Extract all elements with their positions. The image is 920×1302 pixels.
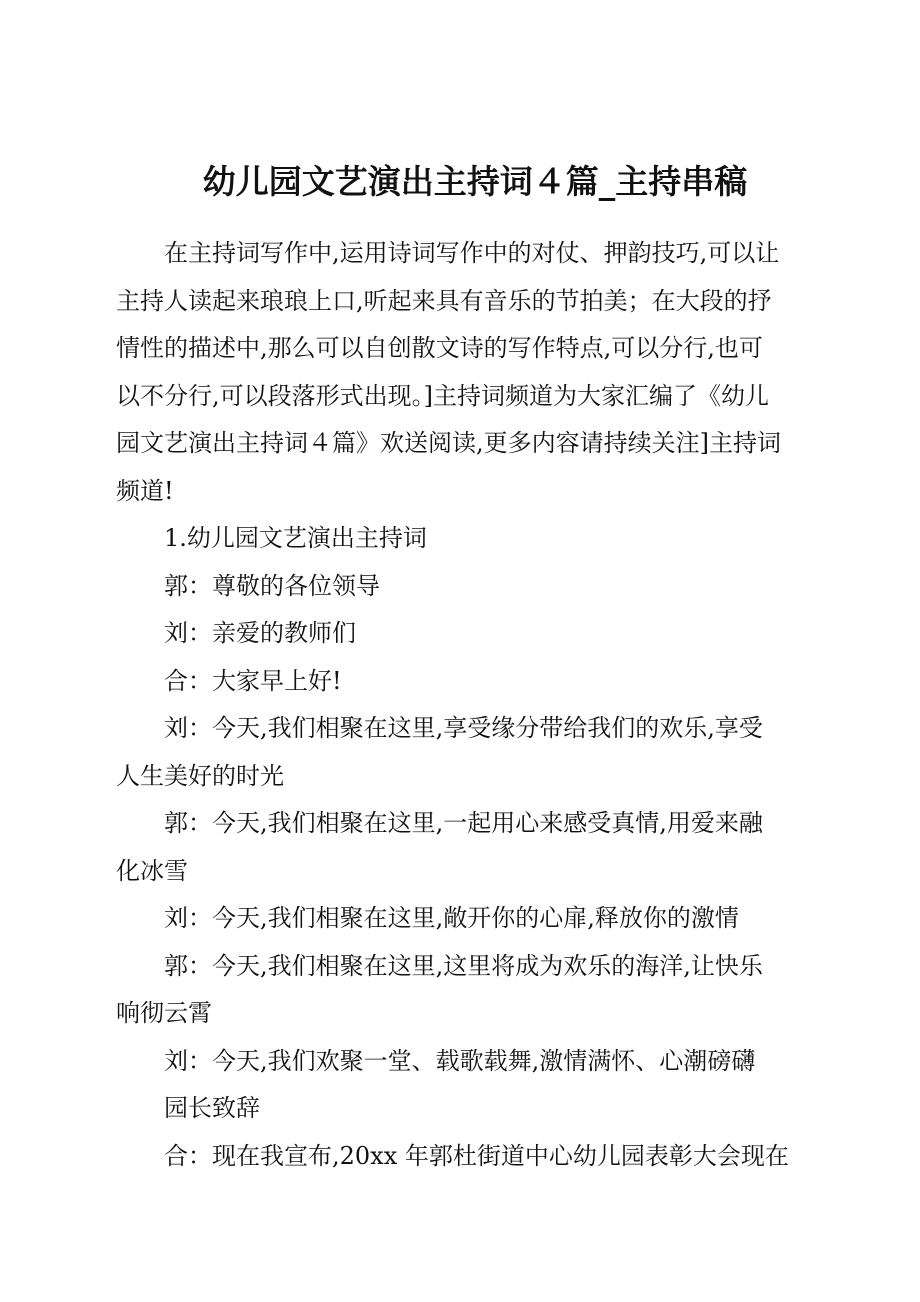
document-body (116, 230, 806, 1180)
section-heading: 1.幼儿园文艺演出主持词 (164, 524, 427, 552)
dialogue-line-continued: 人生美好的时光 (116, 761, 284, 790)
dialogue-line-continued: 化冰雪 (116, 856, 188, 885)
dialogue-line: 郭：尊敬的各位领导 (164, 571, 380, 600)
text-line: 主持人读起来琅琅上口,听起来具有音乐的节拍美；在大段的抒 (116, 286, 772, 315)
text-line: 频道! (116, 476, 174, 505)
document-title: 幼儿园文艺演出主持词４篇_主持串稿 (202, 162, 748, 201)
dialogue-line: 刘：亲爱的教师们 (164, 619, 356, 647)
dialogue-line: 刘：今天,我们相聚在这里,享受缘分带给我们的欢乐,享受 (164, 714, 763, 742)
text-line: 园文艺演出主持词４篇》欢送阅读,更多内容请持续关注]主持词 (116, 429, 781, 457)
dialogue-line-continued: 响彻云霄 (116, 999, 212, 1027)
text-line: 情性的描述中,那么可以自创散文诗的写作特点,可以分行,也可 (116, 334, 763, 362)
text-line: 在主持词写作中,运用诗词写作中的对仗、押韵技巧,可以让 (164, 239, 780, 267)
dialogue-line: 刘：今天,我们相聚在这里,敞开你的心扉,释放你的激情 (164, 904, 739, 932)
dialogue-line: 合：现在我宣布,20xx 年郭杜街道中心幼儿园表彰大会现在 (164, 1141, 789, 1170)
program-item: 园长致辞 (164, 1094, 260, 1122)
dialogue-line: 郭：今天,我们相聚在这里,这里将成为欢乐的海洋,让快乐 (164, 951, 763, 980)
dialogue-line: 合：大家早上好! (164, 666, 342, 695)
dialogue-line: 郭：今天,我们相聚在这里,一起用心来感受真情,用爱来融 (164, 809, 763, 837)
text-line: 以不分行,可以段落形式出现。]主持词频道为大家汇编了《幼儿 (116, 381, 769, 410)
dialogue-line: 刘：今天,我们欢聚一堂、载歌载舞,激情满怀、心潮磅礴 (164, 1046, 756, 1075)
